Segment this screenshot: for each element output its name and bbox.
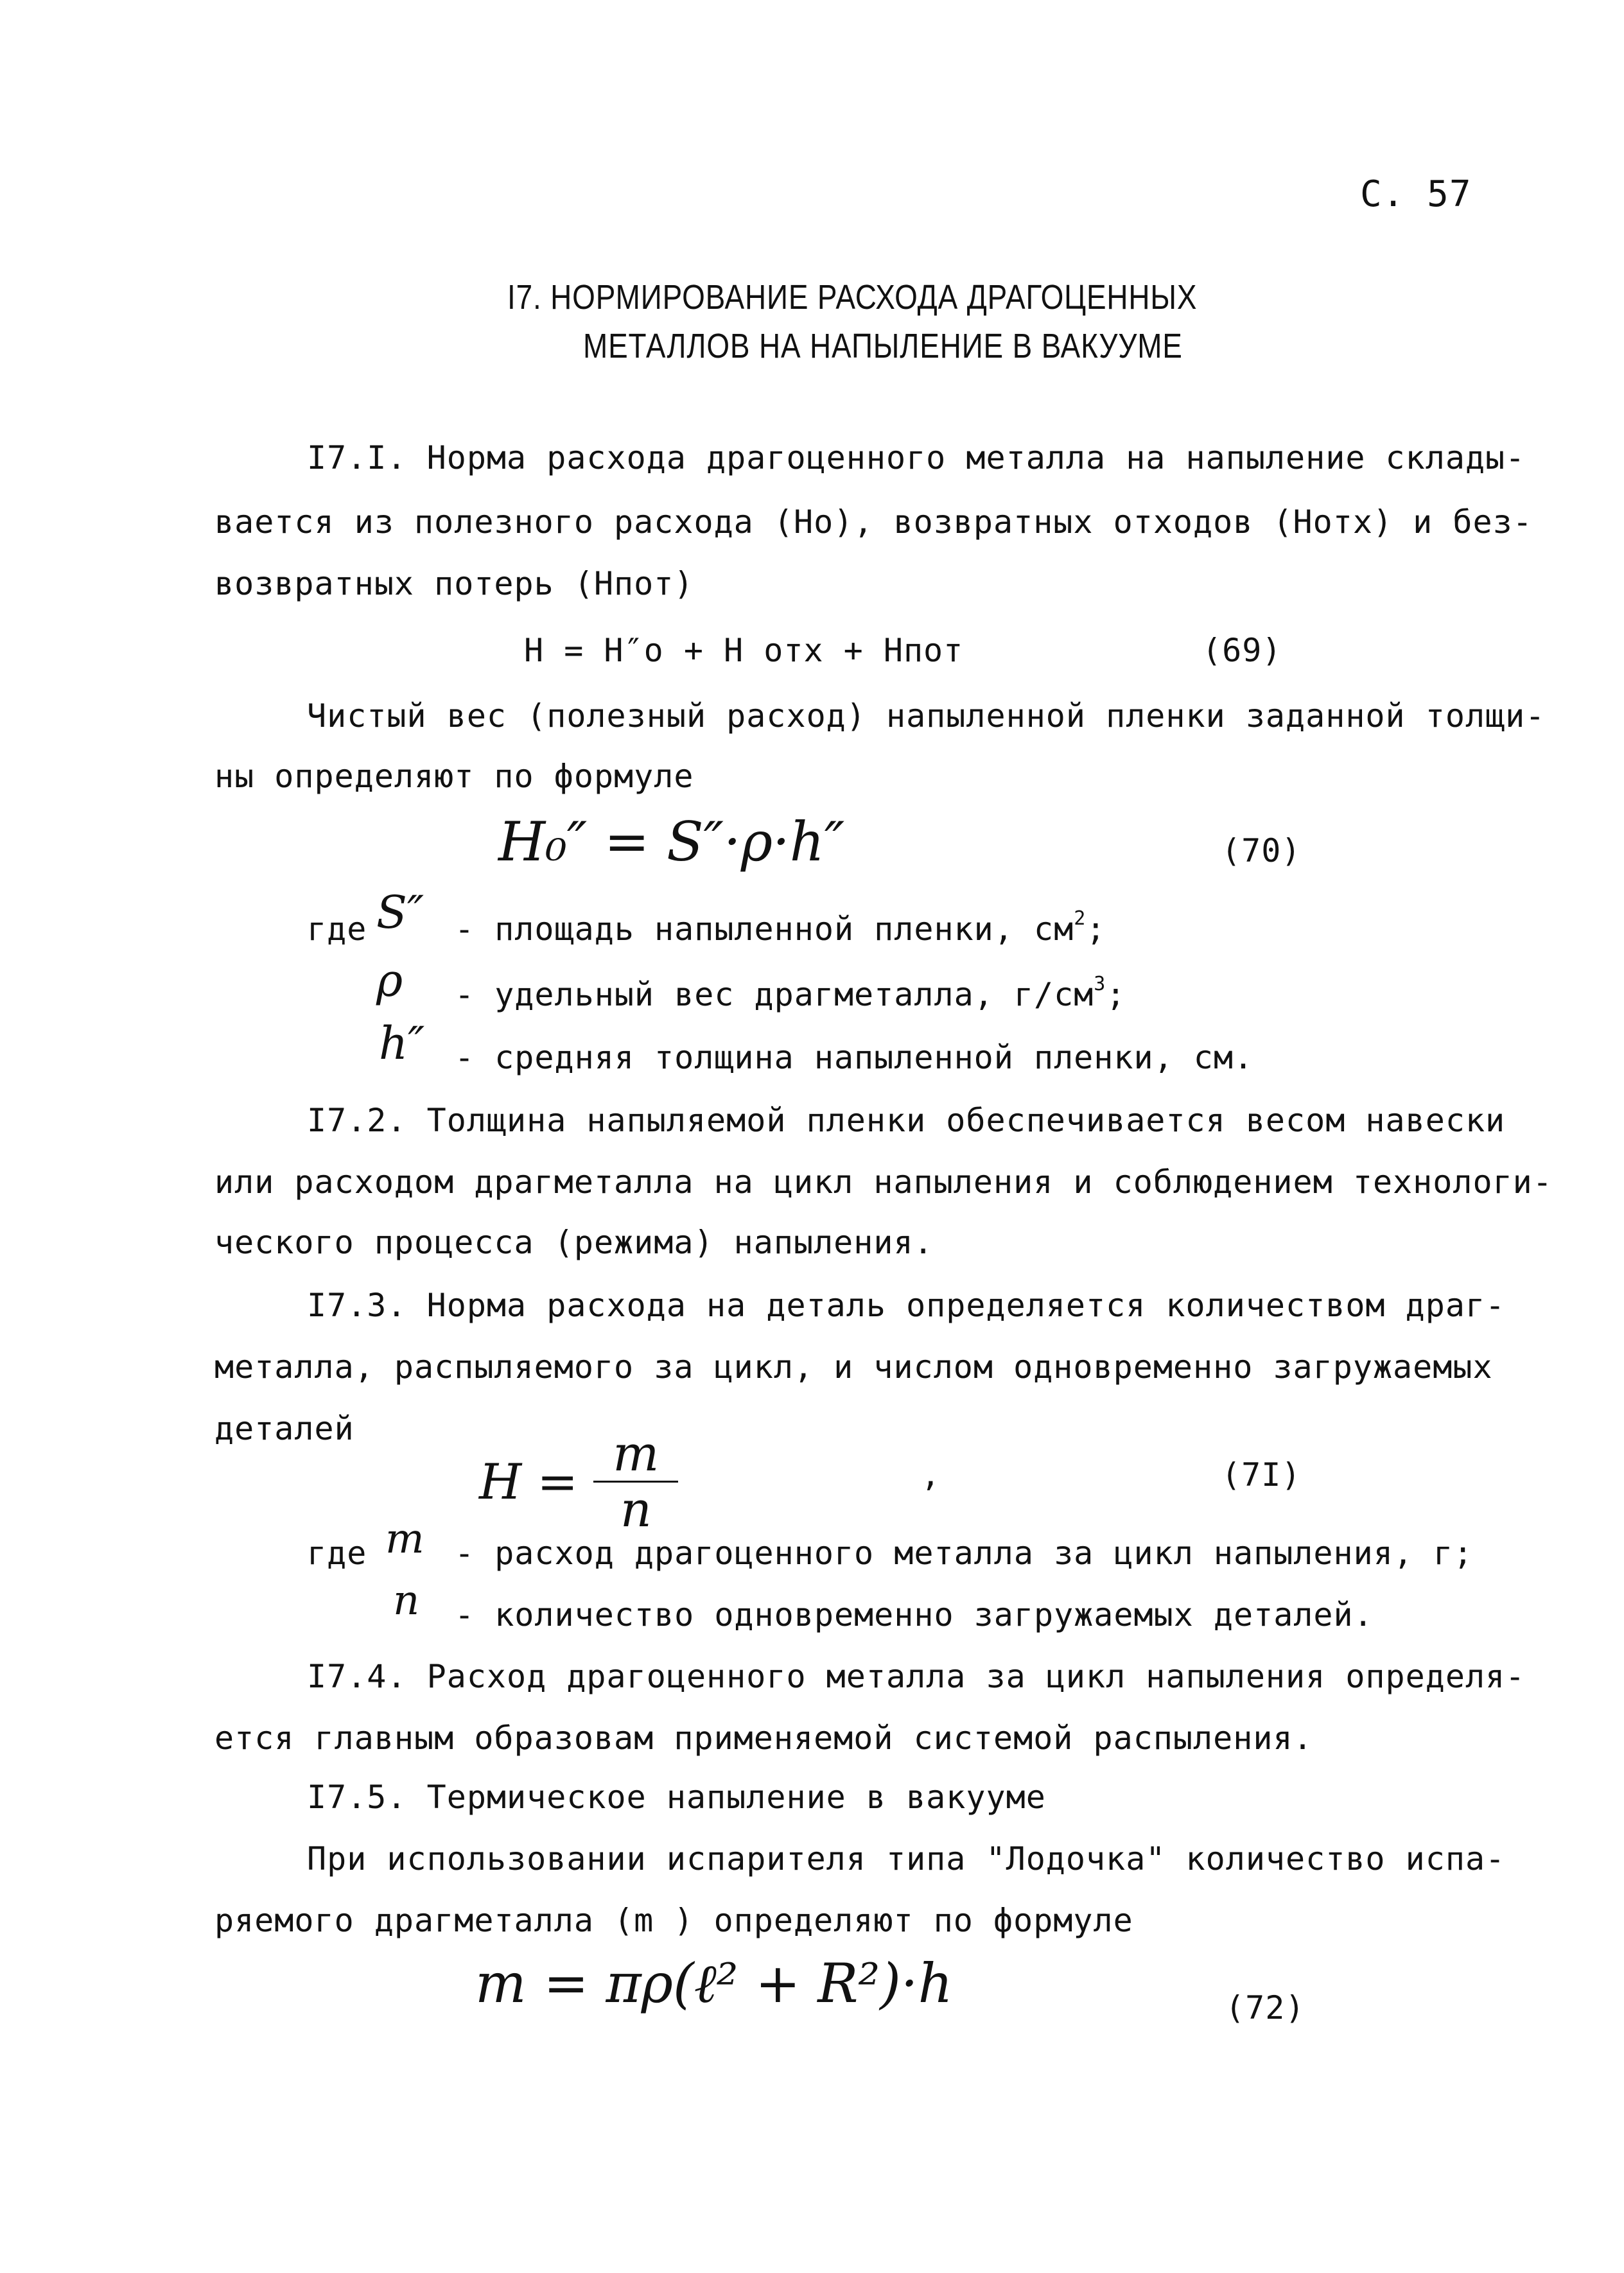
equation-69-left: Н = Н: [524, 632, 624, 669]
symbol-s: S″: [376, 886, 424, 939]
definition-rho-text: - удельный вес драгметалла, г/см: [455, 976, 1094, 1013]
paragraph-17-1-line-3: возвратных потерь (Нпот): [214, 565, 694, 602]
paragraph-17-2-line-2: или расходом драгметалла на цикл напыления и соблюдением технологи-: [214, 1163, 1553, 1201]
equation-71-numerator: m: [593, 1427, 678, 1483]
equation-72-number: (72): [1225, 1989, 1305, 2026]
definition-s-text: - площадь напыленной пленки, см: [455, 910, 1074, 948]
symbol-m: m: [385, 1515, 424, 1563]
where-word-70: где: [307, 910, 367, 948]
paragraph-17-4-line-1: I7.4. Расход драгоценного металла за цикл напыления определя-: [307, 1658, 1526, 1695]
equation-70-formula: H₀″ = S″·ρ·h″: [498, 810, 845, 873]
equation-71-comma: ,: [921, 1456, 941, 1494]
paragraph-clean-weight-line-1: Чистый вес (полезный расход) напыленной пленки заданной толщи-: [307, 697, 1546, 735]
section-title-line-1: I7. НОРМИРОВАНИЕ РАСХОДА ДРАГОЦЕННЫХ: [507, 278, 1198, 317]
paragraph-17-4-line-2: ется главным образовам применяемой системой распыления.: [214, 1720, 1313, 1757]
equation-69-number: (69): [1202, 632, 1282, 669]
equation-69-rest: о + Н отх + Нпот: [643, 632, 964, 669]
paragraph-usage-line-1: При использовании испарителя типа "Лодочка" количество испа-: [307, 1840, 1506, 1877]
equation-71: [479, 1427, 678, 1537]
paragraph-17-3-line-1: I7.3. Норма расхода на деталь определяется количеством драг-: [307, 1287, 1506, 1324]
definition-s-tail: ;: [1086, 910, 1106, 948]
equation-69-prime: ″: [624, 632, 644, 669]
page-number: С. 57: [1360, 173, 1472, 215]
paragraph-17-2-line-1: I7.2. Толщина напыляемой пленки обеспечивается весом навески: [307, 1102, 1506, 1139]
definition-s-exponent: 2: [1074, 907, 1087, 930]
section-title-line-2: МЕТАЛЛОВ НА НАПЫЛЕНИЕ В ВАКУУМЕ: [583, 327, 1183, 365]
paragraph-17-1-line-2: вается из полезного расхода (Но), возвратных отходов (Нотх) и без-: [214, 503, 1533, 541]
equation-70-number: (70): [1221, 832, 1302, 869]
definition-h: - средняя толщина напыленной пленки, см.: [455, 1039, 1254, 1076]
equation-72-formula: m = πρ(ℓ² + R²)·h: [475, 1952, 953, 2015]
paragraph-usage-line-2: ряемого драгметалла (m ) определяют по формуле: [214, 1902, 1133, 1939]
definition-rho-exponent: 3: [1094, 973, 1106, 995]
equation-71-number: (7I): [1221, 1456, 1302, 1494]
paragraph-17-1-line-1: I7.I. Норма расхода драгоценного металла на напыление склады-: [307, 439, 1526, 476]
paragraph-17-3-line-3: деталей: [214, 1410, 354, 1447]
symbol-h: h″: [379, 1017, 425, 1070]
equation-71-denominator: n: [620, 1481, 652, 1538]
definition-m: - расход драгоценного металла за цикл напыления, г;: [455, 1535, 1474, 1572]
equation-71-fraction: [593, 1427, 678, 1537]
definition-s: [455, 907, 1106, 948]
definition-rho: [455, 973, 1126, 1013]
where-word-71: где: [307, 1535, 367, 1572]
definition-rho-tail: ;: [1106, 976, 1126, 1013]
paragraph-17-3-line-2: металла, распыляемого за цикл, и числом одновременно загружаемых: [214, 1348, 1493, 1386]
equation-71-lhs: H =: [479, 1453, 579, 1510]
symbol-n: n: [393, 1577, 420, 1624]
equation-69: [524, 632, 963, 669]
paragraph-17-5: I7.5. Термическое напыление в вакууме: [307, 1779, 1046, 1816]
paragraph-17-2-line-3: ческого процесса (режима) напыления.: [214, 1224, 934, 1261]
definition-n: - количество одновременно загружаемых деталей.: [455, 1596, 1374, 1633]
symbol-rho: ρ: [376, 954, 403, 1007]
paragraph-clean-weight-line-2: ны определяют по формуле: [214, 758, 694, 795]
